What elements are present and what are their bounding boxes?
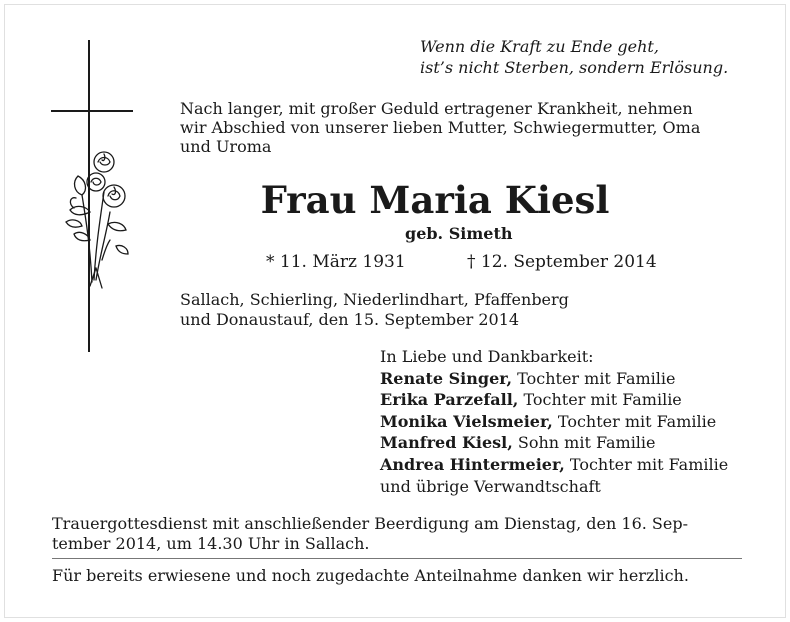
intro-text <box>180 99 750 156</box>
places-line-1: Sallach, Schierling, Niederlindhart, Pfaffenberg <box>180 290 569 309</box>
intro-line-3: und Uroma <box>180 137 272 156</box>
motto-line-1: Wenn die Kraft zu Ende geht, <box>420 37 659 56</box>
mourner-name: Renate Singer, <box>380 368 513 388</box>
mourner-name: Erika Parzefall, <box>380 390 519 410</box>
mourners-closing: und übrige Verwandtschaft <box>380 476 601 496</box>
mourner-row <box>380 368 760 390</box>
places-date <box>180 290 740 330</box>
mourner-name: Andrea Hintermeier, <box>380 454 565 474</box>
mourner-relation: Tochter mit Familie <box>518 390 682 410</box>
places-line-2: und Donaustauf, den 15. September 2014 <box>180 310 520 329</box>
mourner-name: Manfred Kiesl, <box>380 433 513 453</box>
intro-line-1: Nach langer, mit großer Geduld ertragener Krankheit, nehmen <box>180 99 693 118</box>
divider <box>52 558 742 559</box>
death-date: † 12. September 2014 <box>467 252 657 272</box>
thanks-note: Für bereits erwiesene und noch zugedachte Anteilnahme danken wir herzlich. <box>52 566 689 585</box>
funeral-line-1: Trauergottesdienst mit anschließender Beerdigung am Dienstag, den 16. Sep- <box>52 514 688 533</box>
mourner-relation: Sohn mit Familie <box>512 433 656 453</box>
motto <box>420 36 750 78</box>
mourner-relation: Tochter mit Familie <box>512 368 676 388</box>
mourner-row <box>380 389 760 411</box>
mourner-row <box>380 454 760 476</box>
mourner-row <box>380 411 760 433</box>
mourner-row <box>380 432 760 454</box>
mourners-list <box>380 346 760 497</box>
mourner-name: Monika Vielsmeier, <box>380 411 553 431</box>
maiden-name: geb. Simeth <box>405 224 513 243</box>
birth-date: * 11. März 1931 <box>266 252 406 272</box>
intro-line-2: wir Abschied von unserer lieben Mutter, Schwiegermutter, Oma <box>180 118 701 137</box>
deceased-name: Frau Maria Kiesl <box>260 178 610 222</box>
motto-line-2: ist’s nicht Sterben, sondern Erlösung. <box>420 58 729 77</box>
funeral-line-2: tember 2014, um 14.30 Uhr in Sallach. <box>52 534 370 553</box>
funeral-info <box>52 514 742 554</box>
mourners-heading: In Liebe und Dankbarkeit: <box>380 347 594 366</box>
mourner-relation: Tochter mit Familie <box>564 454 729 474</box>
mourner-relation: Tochter mit Familie <box>552 411 717 431</box>
